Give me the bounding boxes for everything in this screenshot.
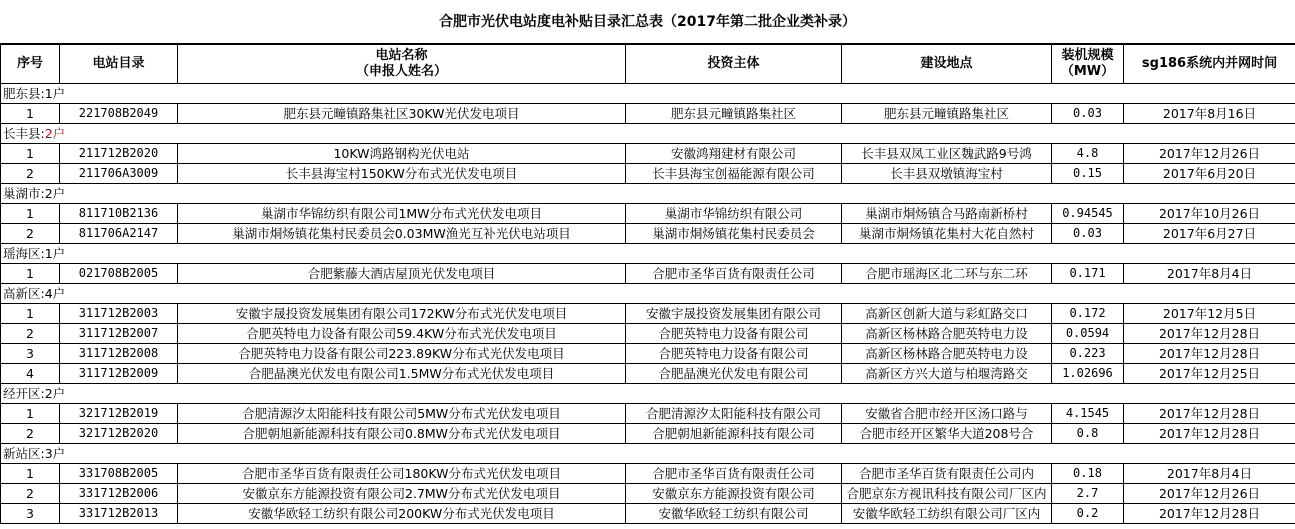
cell-investor: 合肥朝旭新能源科技有限公司: [626, 424, 842, 444]
cell-station-name: 合肥英特电力设备有限公司223.89KW分布式光伏发电项目: [178, 344, 626, 364]
col-header-capacity: 装机规模 （MW）: [1052, 45, 1124, 84]
district-count: 1户: [44, 86, 66, 101]
district-count: 2户: [44, 186, 66, 201]
cell-index: 3: [1, 344, 60, 364]
cell-capacity: 0.94545: [1052, 204, 1124, 224]
cell-investor: 合肥市圣华百货有限责任公司: [626, 264, 842, 284]
cell-grid-time: 2017年10月26日: [1124, 204, 1295, 224]
cell-grid-time: 2017年12月25日: [1124, 364, 1295, 384]
cell-catalog-code: 311712B2009: [60, 364, 178, 384]
cell-grid-time: 2017年8月4日: [1124, 264, 1295, 284]
cell-investor: 合肥晶澳光伏发电有限公司: [626, 364, 842, 384]
cell-capacity: 0.0594: [1052, 324, 1124, 344]
cell-catalog-code: 321712B2020: [60, 424, 178, 444]
cell-capacity: 0.171: [1052, 264, 1124, 284]
table-row: [1, 404, 1295, 424]
cell-index: 2: [1, 424, 60, 444]
district-group-row: [1, 124, 1295, 144]
cell-catalog-code: 021708B2005: [60, 264, 178, 284]
table-row: [1, 484, 1295, 504]
cell-location: 肥东县元疃镇路集社区: [842, 104, 1052, 124]
cell-catalog-code: 331708B2005: [60, 464, 178, 484]
cell-grid-time: 2017年6月27日: [1124, 224, 1295, 244]
cell-investor: 巢湖市华锦纺织有限公司: [626, 204, 842, 224]
cell-grid-time: 2017年6月20日: [1124, 164, 1295, 184]
cell-index: 2: [1, 164, 60, 184]
district-name: 巢湖市:: [3, 186, 45, 201]
cell-catalog-code: 321712B2019: [60, 404, 178, 424]
table-row: [1, 344, 1295, 364]
cell-grid-time: 2017年12月28日: [1124, 344, 1295, 364]
cell-station-name: 安徽京东方能源投资有限公司2.7MW分布式光伏发电项目: [178, 484, 626, 504]
cell-grid-time: 2017年12月26日: [1124, 484, 1295, 504]
table-row: [1, 324, 1295, 344]
cell-index: 1: [1, 264, 60, 284]
district-group-row: [1, 244, 1295, 264]
cell-index: 2: [1, 324, 60, 344]
cell-index: 1: [1, 104, 60, 124]
cell-capacity: 0.8: [1052, 424, 1124, 444]
cell-grid-time: 2017年12月28日: [1124, 424, 1295, 444]
cell-location: 合肥市经开区繁华大道208号合: [842, 424, 1052, 444]
cell-station-name: 合肥朝旭新能源科技有限公司0.8MW分布式光伏发电项目: [178, 424, 626, 444]
cell-location: 合肥市圣华百货有限责任公司内: [842, 464, 1052, 484]
col-header-location: 建设地点: [842, 45, 1052, 84]
district-group-row: [1, 84, 1295, 104]
header-row: [1, 45, 1295, 84]
cell-location: 安徽华欧轻工纺织有限公司厂区内: [842, 504, 1052, 524]
district-name: 高新区:: [3, 286, 45, 301]
district-label-cell: [1, 184, 1295, 204]
cell-capacity: 0.03: [1052, 224, 1124, 244]
cell-catalog-code: 811710B2136: [60, 204, 178, 224]
cell-investor: 肥东县元疃镇路集社区: [626, 104, 842, 124]
cell-capacity: 0.172: [1052, 304, 1124, 324]
cell-grid-time: 2017年12月28日: [1124, 324, 1295, 344]
cell-investor: 合肥清源汐太阳能科技有限公司: [626, 404, 842, 424]
cell-location: 高新区方兴大道与柏堰湾路交: [842, 364, 1052, 384]
district-count: 3户: [44, 446, 66, 461]
cell-index: 1: [1, 144, 60, 164]
cell-catalog-code: 221708B2049: [60, 104, 178, 124]
col-header-catalog: 电站目录: [60, 45, 178, 84]
cell-capacity: 2.7: [1052, 484, 1124, 504]
cell-grid-time: 2017年8月4日: [1124, 464, 1295, 484]
cell-index: 4: [1, 364, 60, 384]
cell-index: 1: [1, 204, 60, 224]
table-row: [1, 224, 1295, 244]
cell-capacity: 0.18: [1052, 464, 1124, 484]
cell-location: 合肥京东方视讯科技有限公司厂区内: [842, 484, 1052, 504]
cell-index: 2: [1, 224, 60, 244]
cell-catalog-code: 211712B2020: [60, 144, 178, 164]
cell-catalog-code: 331712B2013: [60, 504, 178, 524]
district-name: 长丰县:: [3, 126, 45, 141]
district-name: 新站区:: [3, 446, 45, 461]
district-label-cell: [1, 244, 1295, 264]
cell-station-name: 安徽宇晟投资发展集团有限公司172KW分布式光伏发电项目: [178, 304, 626, 324]
cell-station-name: 巢湖市烔炀镇花集村民委员会0.03MW渔光互补光伏电站项目: [178, 224, 626, 244]
cell-station-name: 合肥紫藤大酒店屋顶光伏发电项目: [178, 264, 626, 284]
table-row: [1, 364, 1295, 384]
cell-capacity: 0.223: [1052, 344, 1124, 364]
cell-investor: 合肥英特电力设备有限公司: [626, 324, 842, 344]
cell-index: 1: [1, 304, 60, 324]
cell-location: 长丰县双凤工业区魏武路9号鸿: [842, 144, 1052, 164]
cell-catalog-code: 811706A2147: [60, 224, 178, 244]
cell-catalog-code: 311712B2003: [60, 304, 178, 324]
district-label-cell: [1, 124, 1295, 144]
cell-index: 1: [1, 464, 60, 484]
table-row: [1, 304, 1295, 324]
cell-location: 高新区创新大道与彩虹路交口: [842, 304, 1052, 324]
cell-location: 高新区杨林路合肥英特电力设: [842, 344, 1052, 364]
cell-location: 高新区杨林路合肥英特电力设: [842, 324, 1052, 344]
cell-capacity: 0.2: [1052, 504, 1124, 524]
cell-station-name: 合肥英特电力设备有限公司59.4KW分布式光伏发电项目: [178, 324, 626, 344]
table-row: [1, 504, 1295, 524]
district-name: 瑶海区:: [3, 246, 45, 261]
cell-investor: 安徽宇晟投资发展集团有限公司: [626, 304, 842, 324]
cell-capacity: 0.15: [1052, 164, 1124, 184]
table-row: [1, 204, 1295, 224]
cell-investor: 巢湖市烔炀镇花集村民委员会: [626, 224, 842, 244]
table-row: [1, 164, 1295, 184]
cell-location: 巢湖市烔炀镇合马路南新桥村: [842, 204, 1052, 224]
district-group-row: [1, 444, 1295, 464]
cell-capacity: 4.8: [1052, 144, 1124, 164]
cell-location: 长丰县双墩镇海宝村: [842, 164, 1052, 184]
district-group-row: [1, 184, 1295, 204]
district-label-cell: [1, 284, 1295, 304]
cell-station-name: 合肥清源汐太阳能科技有限公司5MW分布式光伏发电项目: [178, 404, 626, 424]
district-label-cell: [1, 384, 1295, 404]
table-row: [1, 144, 1295, 164]
subsidy-table: [0, 44, 1295, 524]
cell-grid-time: 2017年12月28日: [1124, 504, 1295, 524]
cell-grid-time: 2017年12月5日: [1124, 304, 1295, 324]
cell-index: 2: [1, 484, 60, 504]
cell-location: 安徽省合肥市经开区汤口路与: [842, 404, 1052, 424]
col-header-station-name: 电站名称 （申报人姓名）: [178, 45, 626, 84]
cell-investor: 安徽华欧轻工纺织有限公司: [626, 504, 842, 524]
cell-location: 合肥市瑶海区北二环与东二环: [842, 264, 1052, 284]
col-header-investor: 投资主体: [626, 45, 842, 84]
cell-catalog-code: 331712B2006: [60, 484, 178, 504]
cell-station-name: 合肥晶澳光伏发电有限公司1.5MW分布式光伏发电项目: [178, 364, 626, 384]
district-name: 经开区:: [3, 386, 45, 401]
col-header-index: 序号: [1, 45, 60, 84]
cell-grid-time: 2017年8月16日: [1124, 104, 1295, 124]
table-row: [1, 264, 1295, 284]
cell-station-name: 安徽华欧轻工纺织有限公司200KW分布式光伏发电项目: [178, 504, 626, 524]
cell-investor: 合肥英特电力设备有限公司: [626, 344, 842, 364]
cell-index: 3: [1, 504, 60, 524]
district-count: 1户: [44, 246, 66, 261]
cell-catalog-code: 211706A3009: [60, 164, 178, 184]
cell-investor: 长丰县海宝创福能源有限公司: [626, 164, 842, 184]
table-row: [1, 424, 1295, 444]
cell-grid-time: 2017年12月26日: [1124, 144, 1295, 164]
cell-catalog-code: 311712B2008: [60, 344, 178, 364]
district-label-cell: [1, 84, 1295, 104]
cell-investor: 安徽鸿翔建材有限公司: [626, 144, 842, 164]
col-header-grid-time: sg186系统内并网时间: [1124, 45, 1295, 84]
table-row: [1, 104, 1295, 124]
district-name: 肥东县:: [3, 86, 45, 101]
cell-capacity: 4.1545: [1052, 404, 1124, 424]
table-row: [1, 464, 1295, 484]
district-label-cell: [1, 444, 1295, 464]
cell-station-name: 合肥市圣华百货有限责任公司180KW分布式光伏发电项目: [178, 464, 626, 484]
cell-investor: 安徽京东方能源投资有限公司: [626, 484, 842, 504]
cell-index: 1: [1, 404, 60, 424]
sheet-title: 合肥市光伏电站度电补贴目录汇总表（2017年第二批企业类补录）: [0, 0, 1295, 44]
cell-station-name: 10KW鸿路钢构光伏电站: [178, 144, 626, 164]
district-count: 2户: [44, 126, 66, 141]
cell-location: 巢湖市烔炀镇花集村大花自然村: [842, 224, 1052, 244]
cell-station-name: 巢湖市华锦纺织有限公司1MW分布式光伏发电项目: [178, 204, 626, 224]
district-count: 4户: [44, 286, 66, 301]
cell-investor: 合肥市圣华百货有限责任公司: [626, 464, 842, 484]
district-group-row: [1, 284, 1295, 304]
cell-station-name: 肥东县元疃镇路集社区30KW光伏发电项目: [178, 104, 626, 124]
district-group-row: [1, 384, 1295, 404]
cell-capacity: 1.02696: [1052, 364, 1124, 384]
cell-capacity: 0.03: [1052, 104, 1124, 124]
cell-grid-time: 2017年12月28日: [1124, 404, 1295, 424]
cell-station-name: 长丰县海宝村150KW分布式光伏发电项目: [178, 164, 626, 184]
cell-catalog-code: 311712B2007: [60, 324, 178, 344]
district-count: 2户: [44, 386, 66, 401]
